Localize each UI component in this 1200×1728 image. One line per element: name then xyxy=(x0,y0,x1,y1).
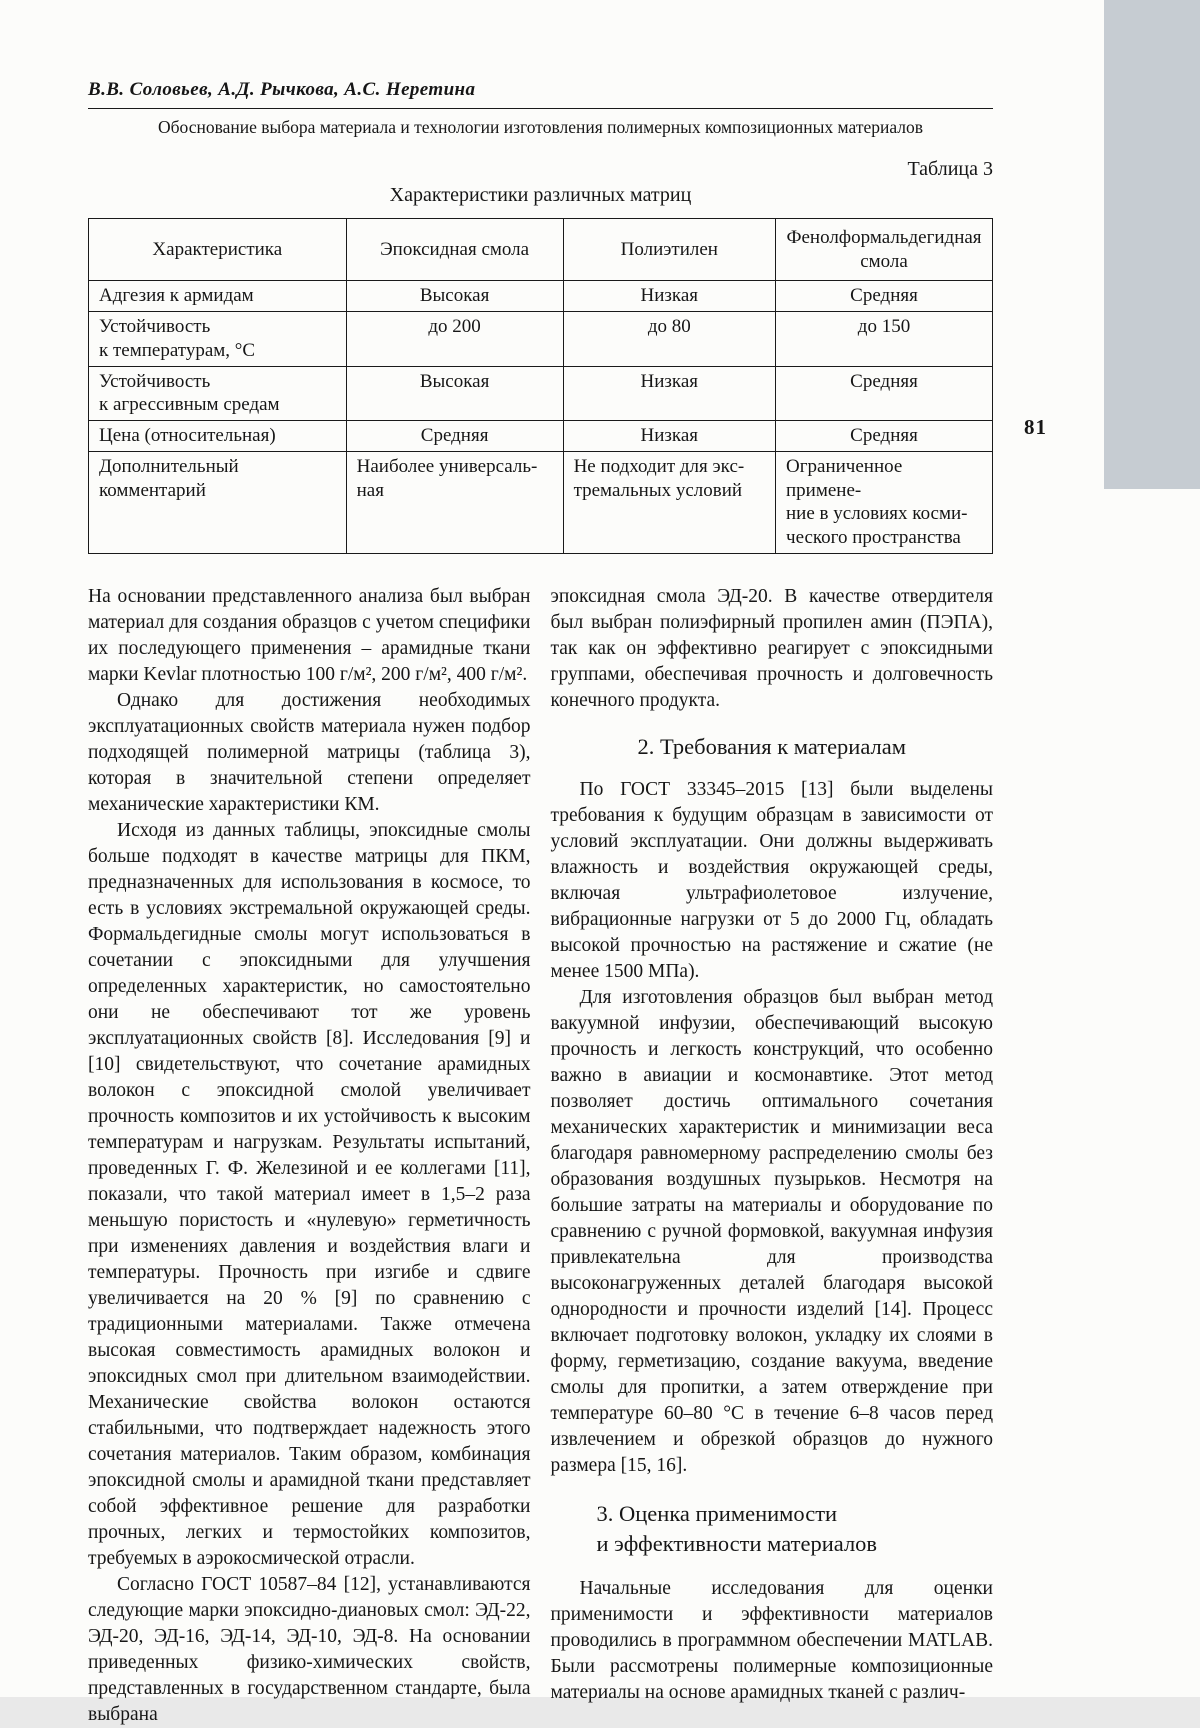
paragraph: Исходя из данных таблицы, эпоксидные смолы больше подходят в качестве матрицы для ПКМ, предназначенных для использования в космосе, то есть в условиях экстремальной окружающей среды. Формальдегидные смолы могут использоваться в сочетании с эпоксидными для улучшения определенных характеристик, но самостоятельно они не обеспечивают тот же уровень эксплуатационных свойств [8]. Исследования [9] и [10] свидетельствуют, что сочетание арамидных волокон с эпоксидной смолой увеличивает прочность композитов и их устойчивость к высоким температурам и нагрузкам. Результаты испытаний, проведенных Г. Ф. Железиной и ее коллегами [11], показали, что такой материал имеет в 1,5–2 раза меньшую пористость и «нулевую» герметичность при изменениях давления и воздействия влаги и температуры. Прочность при изгибе и сдвиге увеличивается на 20 % [9] по сравнению с традиционными материалами. Также отмечена высокая совместимость арамидных волокон и эпоксидных смол при длительном взаимодействии. Механические свойства волокон остаются стабильными, что подтверждает надежность этого сочетания материалов. Таким образом, комбинация эпоксидной смолы и арамидной ткани представляет собой эффективное решение для разработки прочных, легких и термостойких композитов, требуемых в аэрокосмической отрасли. xyxy=(88,819,531,1569)
cell-value: Средняя xyxy=(776,421,993,452)
authors-line: В.В. Соловьев, А.Д. Рычкова, А.С. Неретина xyxy=(88,78,993,109)
paragraph: эпоксидная смола ЭД-20. В качестве отвердителя был выбран полиэфирный пропилен амин (ПЭПА), так как он эффективно реагирует с эпоксидными группами, обеспечивая прочность и долговечность конечного продукта. xyxy=(550,585,993,711)
body-left-column xyxy=(88,584,531,1728)
cell-value: Ограниченное примене- ние в условиях косми- ческого пространства xyxy=(776,451,993,553)
table-caption-number: Таблица 3 xyxy=(907,157,993,180)
paragraph: По ГОСТ 33345–2015 [13] были выделены требования к будущим образцам в зависимости от условий эксплуатации. Они должны выдерживать влажность и воздействия окружающей среды, включая ультрафиолетовое излучение, вибрационные нагрузки от 5 до 2000 Гц, обладать высокой прочностью на растяжение и сжатие (не менее 1500 МПа). xyxy=(550,779,993,982)
section-heading-evaluation: 3. Оценка применимости и эффективности материалов xyxy=(596,1501,878,1557)
section-heading-requirements: 2. Требования к материалам xyxy=(637,733,906,759)
paragraph: Однако для достижения необходимых эксплуатационных свойств материала нужен подбор подходящей полимерной матрицы (таблица 3), которая в значительной степени определяет механические характеристики КМ. xyxy=(88,689,531,815)
paragraph: Для изготовления образцов был выбран метод вакуумной инфузии, обеспечивающий высокую прочность и легкость конструкций, что особенно важно в авиации и космонавтике. Этот метод позволяет достичь оптимального сочетания механических характеристик и минимизации веса благодаря равномерному распределению смолы без образования воздушных пузырьков. Несмотря на большие затраты на материалы и оборудование по сравнению с ручной формовкой, вакуумная инфузия привлекательна для производства высоконагруженных деталей благодаря высокой однородности и прочности изделий [14]. Процесс включает подготовку волокон, укладку их слоями в форму, герметизацию, создание вакуума, введение смолы для пропитки, а затем отверждение при температуре 60–80 °С в течение 6–8 часов перед извлечением и обрезкой образцов до нужного размера [15, 16]. xyxy=(550,987,993,1476)
cell-value: Средняя xyxy=(346,421,563,452)
row-label: Устойчивость к температурам, °С xyxy=(89,312,347,367)
cell-value: Низкая xyxy=(563,366,775,421)
page-number: 81 xyxy=(1024,415,1047,439)
table-row xyxy=(89,312,993,367)
paragraph: Начальные исследования для оценки применимости и эффективности материалов проводились в программном обеспечении MATLAB. Были рассмотрены полимерные композиционные материалы на основе арамидных тканей с различ- xyxy=(550,1577,993,1703)
paragraph: На основании представленного анализа был выбран материал для создания образцов с учетом специфики их последующего применения – арамидные ткани марки Kevlar плотностью 100 г/м², 200 г/м², 400 г/м². xyxy=(88,585,531,685)
running-title: Обоснование выбора материала и технологии изготовления полимерных композиционных материалов xyxy=(157,116,924,137)
body-right-column xyxy=(551,584,994,1728)
page-edge-band xyxy=(1104,0,1200,489)
cell-value: до 150 xyxy=(776,312,993,367)
cell-value: до 80 xyxy=(563,312,775,367)
row-label: Дополнительный комментарий xyxy=(89,451,347,553)
table-row xyxy=(89,421,993,452)
row-label: Цена (относительная) xyxy=(89,421,347,452)
body-two-columns xyxy=(88,584,993,1728)
table-header-row xyxy=(89,218,993,281)
cell-value: Высокая xyxy=(346,366,563,421)
table-header-polyethylene: Полиэтилен xyxy=(563,218,775,281)
table-row xyxy=(89,281,993,312)
table-row xyxy=(89,366,993,421)
row-label: Адгезия к армидам xyxy=(89,281,347,312)
cell-value: Средняя xyxy=(776,366,993,421)
cell-value: Низкая xyxy=(563,281,775,312)
cell-value: Средняя xyxy=(776,281,993,312)
table-header-characteristic: Характеристика xyxy=(89,218,347,281)
cell-value: Наиболее универсаль- ная xyxy=(346,451,563,553)
table-title: Характеристики различных матриц xyxy=(389,183,692,206)
page-content xyxy=(88,78,993,1728)
materials-comparison-table xyxy=(88,218,993,554)
table-header-epoxy: Эпоксидная смола xyxy=(346,218,563,281)
table-row xyxy=(89,451,993,553)
row-label: Устойчивость к агрессивным средам xyxy=(89,366,347,421)
cell-value: Высокая xyxy=(346,281,563,312)
cell-value: Не подходит для экс- тремальных условий xyxy=(563,451,775,553)
cell-value: Низкая xyxy=(563,421,775,452)
cell-value: до 200 xyxy=(346,312,563,367)
table-header-phenol: Фенолформальдегидная смола xyxy=(776,218,993,281)
paragraph: Согласно ГОСТ 10587–84 [12], устанавливаются следующие марки эпоксидно-диановых смол: ЭД-22, ЭД-20, ЭД-16, ЭД-14, ЭД-10, ЭД-8. На основании приведенных физико-химических свойств, представленных в государственном стандарте, была выбрана xyxy=(88,1573,531,1725)
